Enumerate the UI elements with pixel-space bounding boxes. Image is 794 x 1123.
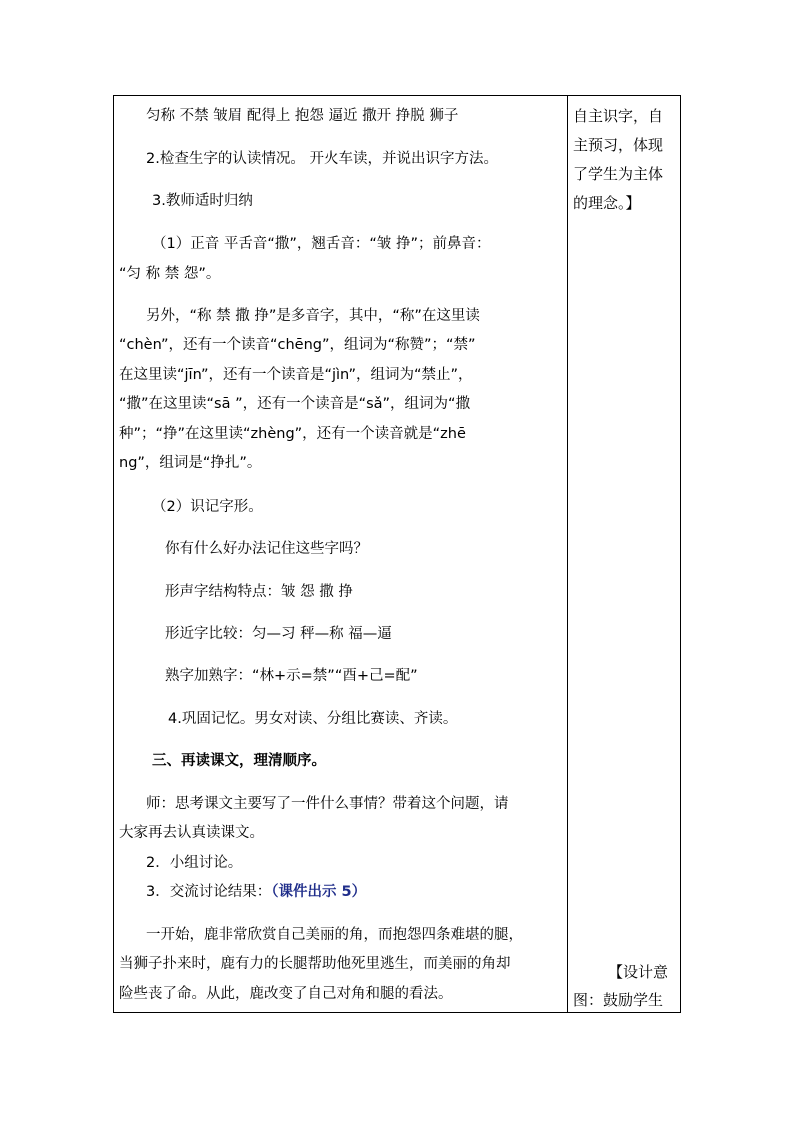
glyph-question: 你有什么好办法记住这些字吗？ [165,541,368,557]
teacher-question-line-2: 大家再去认真读课文。 [119,825,264,841]
polyphone-line-4: “撒”在这里读“sā ”，还有一个读音是“sǎ”，组词为“撒 [119,396,471,412]
lesson-table [113,95,681,1013]
intent-line-4: 的理念。】 [573,194,641,212]
glyph-memory-heading: （2）识记字形。 [152,499,263,515]
intent-line-2: 主预习，体现 [573,136,664,154]
story-line-1: 一开始，鹿非常欣赏自己美丽的角，而抱怨四条难堪的腿， [146,927,523,943]
phono-semantic-line: 形声字结构特点：皱 怨 撒 挣 [165,584,353,600]
polyphone-line-2: “chèn”，还有一个读音“chēng”，组词为“称赞”；“禁” [119,337,476,353]
polyphone-line-3: 在这里读“jīn”，还有一个读音是“jìn”，组词为“禁止”， [119,367,473,383]
intent-line-1: 自主识字，自 [573,107,664,125]
polyphone-line-5: 种”；“挣”在这里读“zhèng”，还有一个读音就是“zhē [119,426,466,442]
step-3-teacher-summary: 3.教师适时归纳 [152,193,253,209]
step-2-check-reading: 2.检查生字的认读情况。 开火车读，并说出识字方法。 [146,151,498,167]
lesson-content-column [114,96,567,1012]
polyphone-line-6: ng”，组词是“挣扎”。 [119,455,262,471]
discussion-results [146,882,366,902]
vocab-line: 匀称 不禁 皱眉 配得上 抱怨 逼近 撒开 挣脱 狮子 [146,108,459,124]
polyphone-line-1: 另外，“称 禁 撒 挣”是多音字，其中，“称”在这里读 [146,308,480,324]
intent-line-3: 了学生为主体 [573,165,664,183]
intent-line-6: 图：鼓励学生 [573,991,664,1009]
pronunciation-line-2: “匀 称 禁 怨”。 [119,266,221,282]
section-3-heading: 三、再读课文，理清顺序。 [152,753,326,769]
intent-line-5: 【设计意 [608,963,669,981]
compound-char-line: 熟字加熟字：“林+示=禁”“酉+己=配” [165,668,418,684]
pronunciation-line-1: （1）正音 平舌音“撒”，翘舌音：“皱 挣”；前鼻音： [152,236,491,252]
story-line-2: 当狮子扑来时，鹿有力的长腿帮助他死里逃生，而美丽的角却 [119,956,511,972]
story-line-3: 险些丧了命。从此，鹿改变了自己对角和腿的看法。 [119,986,453,1002]
step-4-consolidate: 4.巩固记忆。男女对读、分组比赛读、齐读。 [168,711,458,727]
design-intent-column [568,96,680,1012]
similar-shape-line: 形近字比较：匀—习 秤—称 福—逼 [165,626,392,642]
courseware-note: （课件出示 5） [271,884,367,900]
teacher-question-line-1: 师：思考课文主要写了一件什么事情？带着这个问题，请 [146,796,509,812]
discussion-results-label: 3．交流讨论结果： [146,884,272,900]
group-discussion: 2．小组讨论。 [146,855,243,871]
